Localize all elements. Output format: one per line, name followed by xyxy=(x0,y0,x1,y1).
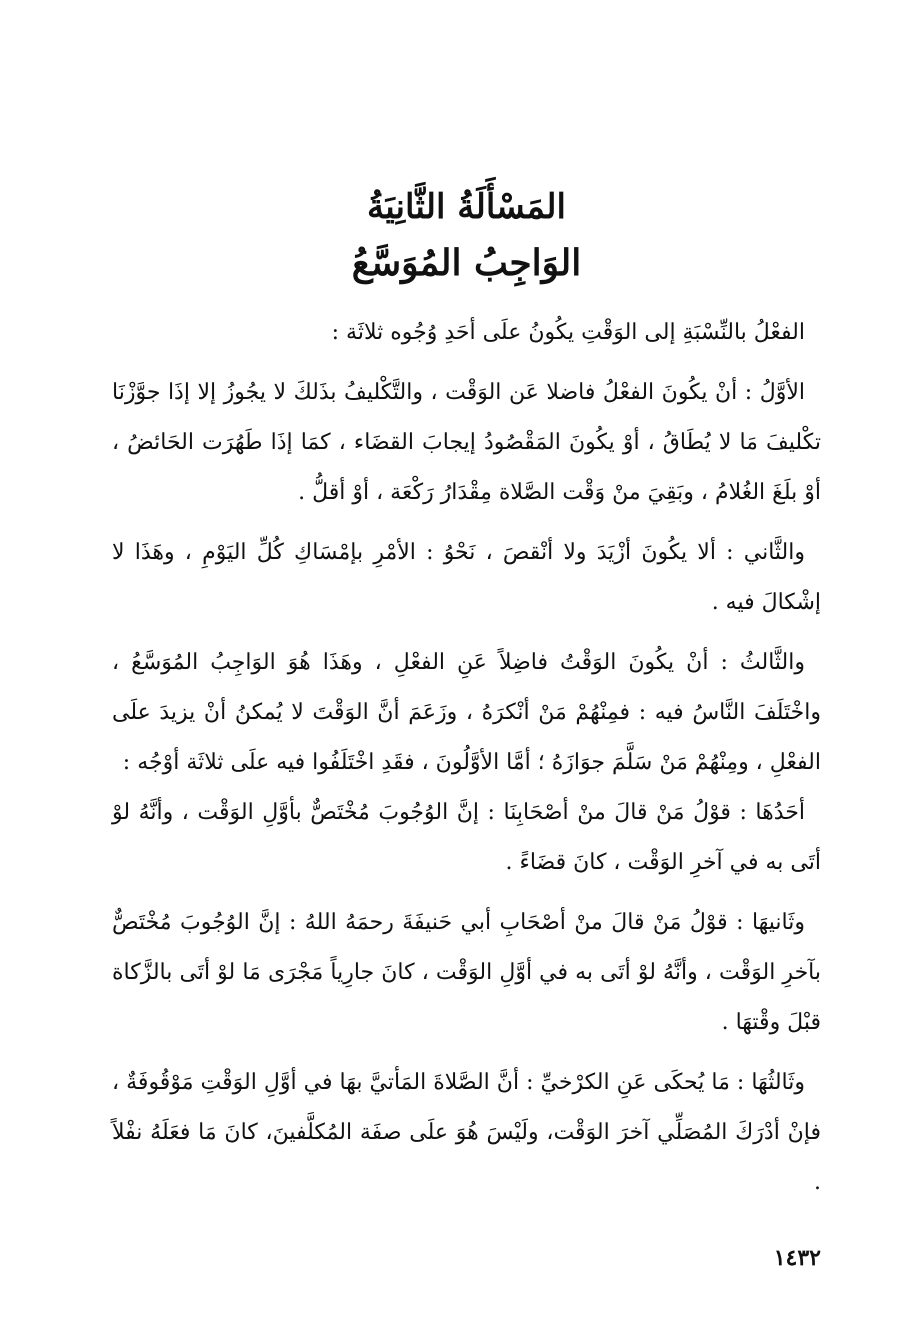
first-case-paragraph: الأوَّلُ : أنْ يكُونَ الفعْلُ فاضلا عَن الوَقْت ، والتَّكْليفُ بذَلكَ لا يجُوزُ إلا إذَا جوَّزْنَا تكْليفَ مَا لا يُطَاقُ ، أوْ يكُونَ المَقْصُودُ إيجابَ القضَاء ، كمَا إذَا طَهُرَت الحَائضُ ، أوْ بلَغَ الغُلامُ ، وبَقِيَ منْ وَقْت الصَّلاة مِقْدَارُ رَكْعَة ، أوْ أقلُّ . xyxy=(112,379,821,505)
third-opinion-paragraph: وثَالثُهَا : مَا يُحكَى عَنِ الكرْخيِّ : أنَّ الصَّلاةَ المَأتيَّ بهَا في أوَّلِ الوَقْتِ مَوْقُوفَةٌ ، فإنْ أدْرَكَ المُصَلِّي آخرَ الوَقْت، ولَيْسَ هُوَ علَى صفَة المُكلَّفينَ، كانَ مَا فعَلَهُ نفْلاً . xyxy=(112,1069,821,1195)
document-body xyxy=(112,308,821,1208)
second-case-paragraph: والثَّاني : ألا يكُونَ أزْيَدَ ولا أنْقصَ ، نَحْوُ : الأمْرِ بإمْسَاكِ كُلِّ اليَوْمِ ، وهَذَا لا إشْكالَ فيه . xyxy=(112,539,821,615)
chapter-title: المَسْأَلَةُ الثَّانِيَةُ xyxy=(367,187,566,227)
page-number: ١٤٣٢ xyxy=(773,1245,821,1271)
second-opinion-paragraph: وثَانيهَا : قوْلُ مَنْ قالَ منْ أصْحَابِ أبي حَنيفَةَ رحمَهُ اللهُ : إنَّ الوُجُوبَ مُخْتَصٌّ بآخرِ الوَقْت ، وأنَّهُ لوْ أتَى به في أوَّلِ الوَقْت ، كانَ جارِياً مَجْرَى مَا لوْ أتَى بالزَّكاة قبْلَ وقْتهَا . xyxy=(112,909,821,1035)
third-case-paragraph: والثَّالثُ : أنْ يكُونَ الوَقْتُ فاضِلاً عَنِ الفعْلِ ، وهَذَا هُوَ الوَاجِبُ المُوَسَّعُ ، واخْتَلَفَ النَّاسُ فيه : فمِنْهُمْ مَنْ أنْكرَهُ ، وزَعَمَ أنَّ الوَقْتَ لا يُمكنُ أنْ يزيدَ علَى الفعْلِ ، ومِنْهُمْ مَنْ سَلَّمَ جوَازَهُ ؛ أمَّا الأوَّلُونَ ، فقَدِ اخْتَلَفُوا فيه علَى ثلاثَة أوْجُه : xyxy=(112,649,821,775)
first-opinion-paragraph: أحَدُهَا : قوْلُ مَنْ قالَ منْ أصْحَابِنَا : إنَّ الوُجُوبَ مُخْتَصٌّ بأوَّلِ الوَقْت ، وأنَّهُ لوْ أتَى به في آخرِ الوَقْت ، كانَ قضَاءً . xyxy=(112,799,821,875)
intro-paragraph: الفعْلُ بالنِّسْبَةِ إلى الوَقْتِ يكُونُ علَى أحَدِ وُجُوه ثلاثَة : xyxy=(331,319,805,345)
section-title: الوَاجِبُ المُوَسَّعُ xyxy=(351,241,582,284)
